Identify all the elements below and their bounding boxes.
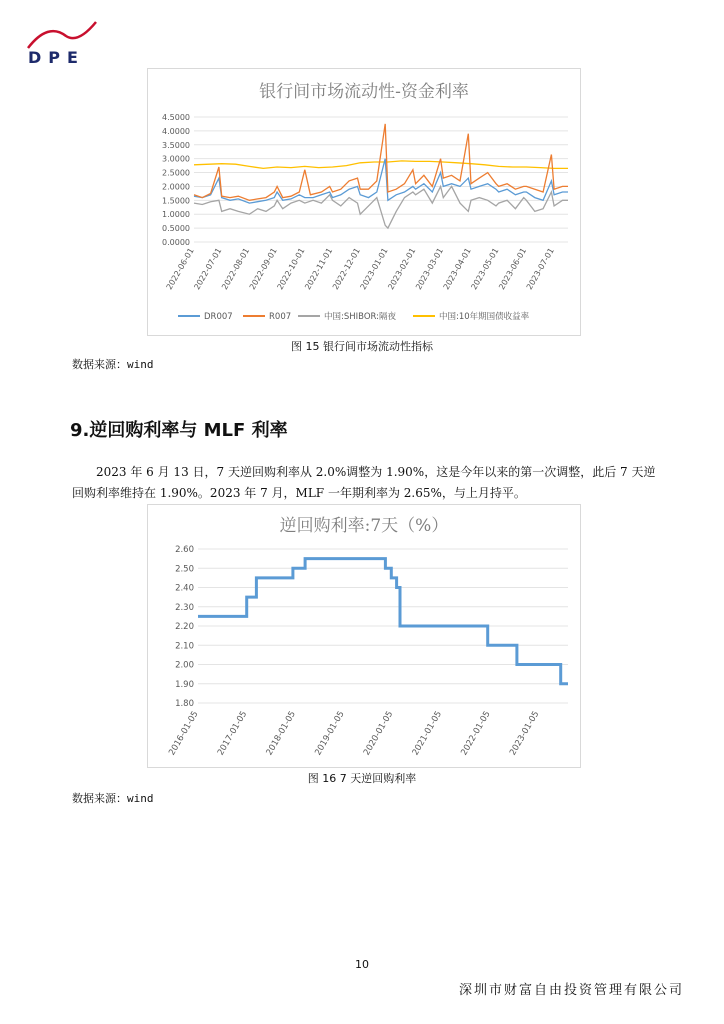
y-tick-label: 2.50 [175, 564, 194, 575]
reverse-repo-chart-title: 逆回购利率:7天（%） [279, 516, 449, 536]
y-tick-label: 2.0000 [162, 182, 190, 192]
x-tick-label: 2023-06-01 [497, 246, 529, 292]
section-heading: 9.逆回购利率与 MLF 利率 [70, 420, 288, 441]
y-tick-label: 2.40 [175, 583, 194, 594]
x-tick-label: 2023-03-01 [414, 246, 446, 292]
x-tick-label: 2020-01-05 [361, 709, 396, 758]
legend-label: 中国:10年期国债收益率 [439, 312, 530, 322]
x-tick-label: 2019-01-05 [313, 709, 347, 758]
x-tick-label: 2022-07-01 [192, 246, 224, 292]
figure16-source: 数据来源：wind [72, 792, 154, 805]
y-tick-label: 2.5000 [162, 168, 190, 178]
y-tick-label: 4.5000 [162, 113, 190, 122]
x-tick-label: 2022-11-01 [303, 246, 335, 292]
figure15-caption: 图 15 银行间市场流动性指标 [291, 340, 433, 353]
x-tick-label: 2023-01-01 [358, 246, 390, 292]
liquidity-chart-plot [148, 69, 580, 335]
y-tick-label: 2.00 [175, 660, 194, 671]
x-tick-label: 2022-06-01 [164, 246, 196, 292]
liquidity-chart [147, 68, 581, 336]
y-tick-label: 4.0000 [162, 126, 190, 136]
y-tick-label: 3.5000 [162, 140, 190, 150]
x-tick-label: 2023-04-01 [441, 246, 473, 292]
footer-company: 深圳市财富自由投资管理有限公司 [458, 983, 684, 998]
x-tick-label: 2023-05-01 [469, 246, 501, 292]
y-tick-label: 2.60 [175, 545, 194, 555]
figure15-source: 数据来源：wind [72, 358, 154, 371]
y-tick-label: 1.0000 [162, 210, 190, 220]
section-paragraph [72, 462, 662, 504]
figure16-caption: 图 16 7 天逆回购利率 [307, 772, 417, 785]
x-tick-label: 2023-01-05 [508, 709, 542, 758]
y-tick-label: 0.0000 [162, 238, 190, 247]
x-tick-label: 2022-08-01 [220, 246, 252, 292]
x-tick-label: 2022-01-05 [459, 709, 493, 758]
section-paragraph-text: 2023 年 6 月 13 日，7 天逆回购利率从 2.0%调整为 1.90%，这是今年以来的第一次调整，此后 7 天逆回购利率维持在 1.90%。2023 年 7 月，MLF 一年期利率为 2.65%，与上月持平。 [72, 465, 656, 500]
logo-swoosh-icon [28, 22, 96, 48]
x-tick-label: 2022-12-01 [330, 246, 362, 292]
x-tick-label: 2022-09-01 [247, 246, 279, 292]
page-number: 10 [355, 958, 369, 971]
series-line-0 [194, 159, 568, 203]
x-tick-label: 2018-01-05 [264, 709, 298, 758]
series-line-0 [198, 559, 568, 684]
y-tick-label: 1.90 [175, 679, 194, 690]
reverse-repo-chart-plot [148, 505, 580, 767]
x-tick-label: 2022-10-01 [275, 246, 307, 292]
x-tick-label: 2023-07-01 [524, 246, 556, 292]
y-tick-label: 2.20 [175, 622, 194, 632]
y-tick-label: 3.0000 [162, 154, 190, 164]
y-tick-label: 2.10 [175, 641, 194, 652]
x-tick-label: 2023-02-01 [386, 246, 418, 292]
y-tick-label: 2.30 [175, 602, 194, 613]
y-tick-label: 0.5000 [162, 224, 190, 234]
y-tick-label: 1.80 [175, 699, 194, 709]
logo-text: DPE [28, 48, 85, 67]
reverse-repo-chart [147, 504, 581, 768]
legend-label: DR007 [204, 312, 233, 322]
x-tick-label: 2016-01-05 [167, 709, 201, 758]
legend-label: 中国:SHIBOR:隔夜 [324, 312, 397, 322]
liquidity-chart-title: 银行间市场流动性-资金利率 [259, 82, 469, 102]
x-tick-label: 2017-01-05 [215, 709, 250, 758]
y-tick-label: 1.5000 [162, 196, 190, 206]
legend-label: R007 [269, 312, 292, 322]
series-line-3 [194, 161, 568, 169]
x-tick-label: 2021-01-05 [410, 709, 445, 758]
